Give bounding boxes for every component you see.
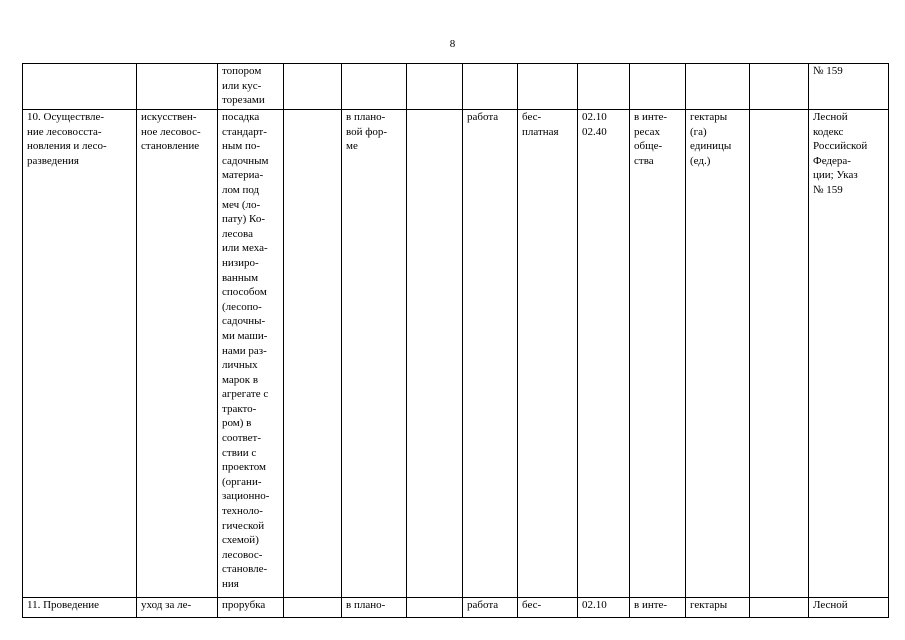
cell-text-line: техноло- xyxy=(222,505,263,518)
table-cell xyxy=(750,110,809,598)
cell-text-line: лесовос- xyxy=(222,548,263,561)
cell-text-line: лом под xyxy=(222,183,260,196)
table-cell xyxy=(342,64,407,110)
cell-text-line: тракто- xyxy=(222,402,257,415)
table-cell xyxy=(578,64,630,110)
cell-text-line: становле- xyxy=(222,563,268,576)
cell-text-line: ми маши- xyxy=(222,329,268,342)
cell-text-line: № 159 xyxy=(813,183,843,196)
cell-text-line: вой фор- xyxy=(346,125,388,138)
table-cell xyxy=(578,598,630,618)
cell-text-line: (органи- xyxy=(222,475,262,488)
cell-text-line: пату) Ко- xyxy=(222,213,266,226)
cell-text-line: единицы xyxy=(690,140,732,153)
cell-text-line: 11. Проведение xyxy=(27,599,100,611)
cell-text-line: ром) в xyxy=(222,417,252,430)
cell-text-line: или кус- xyxy=(222,79,262,92)
cell-text-line: ния xyxy=(222,578,239,590)
cell-text-line: низиро- xyxy=(222,256,259,269)
cell-text-line: топором xyxy=(222,65,262,77)
cell-text-line: ние лесовосста- xyxy=(27,125,102,138)
table-cell xyxy=(518,110,578,598)
cell-text-line: гической xyxy=(222,519,265,532)
table-cell xyxy=(23,110,137,598)
table-cell xyxy=(686,598,750,618)
table-cell xyxy=(218,598,284,618)
table-cell xyxy=(463,110,518,598)
table-cell xyxy=(218,64,284,110)
cell-text-line: торезами xyxy=(222,94,265,107)
table-row xyxy=(23,110,889,598)
cell-text-line: Российской xyxy=(813,140,868,153)
cell-text-line: стандарт- xyxy=(222,125,267,138)
cell-text-line: зационно- xyxy=(222,490,270,503)
cell-text-line: ции; Указ xyxy=(813,169,858,182)
cell-text-line: гектары xyxy=(690,599,728,611)
table-row xyxy=(23,64,889,110)
table-body xyxy=(23,64,889,618)
cell-text-line: работа xyxy=(467,111,499,123)
table-cell xyxy=(407,110,463,598)
cell-text-line: (лесопо- xyxy=(222,300,262,313)
cell-text-line: ства xyxy=(634,154,654,167)
cell-text-line: работа xyxy=(467,599,499,611)
table-cell xyxy=(578,110,630,598)
table-cell xyxy=(686,110,750,598)
cell-text-line: бес- xyxy=(522,111,542,123)
table-cell xyxy=(809,110,889,598)
cell-text-line: искусствен- xyxy=(141,111,197,123)
cell-text-line: в инте- xyxy=(634,111,668,123)
cell-text-line: проектом xyxy=(222,461,267,474)
cell-text-line: Федера- xyxy=(813,154,851,167)
cell-text-line: ресах xyxy=(634,125,661,138)
table-cell xyxy=(284,110,342,598)
table-cell xyxy=(284,64,342,110)
cell-text-line: бес- xyxy=(522,599,542,611)
cell-text-line: в плано- xyxy=(346,111,386,123)
table-cell xyxy=(463,64,518,110)
cell-text-line: садочны- xyxy=(222,315,266,328)
cell-text-line: ме xyxy=(346,140,358,153)
services-table xyxy=(22,63,889,618)
cell-text-line: № 159 xyxy=(813,65,843,77)
table-cell xyxy=(809,598,889,618)
table-cell xyxy=(23,598,137,618)
cell-text-line: в плано- xyxy=(346,599,386,611)
cell-text-line: лесова xyxy=(222,227,253,240)
cell-text-line: или меха- xyxy=(222,242,268,255)
table-cell xyxy=(809,64,889,110)
cell-text-line: кодекс xyxy=(813,125,844,138)
table-cell xyxy=(407,64,463,110)
cell-text-line: в инте- xyxy=(634,599,668,611)
cell-text-line: прорубка xyxy=(222,599,266,611)
cell-text-line: разведения xyxy=(27,154,79,167)
cell-text-line: 02.10 xyxy=(582,111,607,123)
table-cell xyxy=(630,64,686,110)
table-cell xyxy=(518,598,578,618)
cell-text-line: Лесной xyxy=(813,111,848,123)
cell-text-line: уход за ле- xyxy=(141,599,192,611)
table-cell xyxy=(750,598,809,618)
cell-text-line: схемой) xyxy=(222,534,259,547)
cell-text-line: 02.40 xyxy=(582,125,607,138)
cell-text-line: марок в xyxy=(222,373,259,386)
table-cell xyxy=(137,598,218,618)
cell-text-line: гектары xyxy=(690,111,728,123)
cell-text-line: Лесной xyxy=(813,599,848,611)
cell-text-line: 02.10 xyxy=(582,599,607,611)
cell-text-line: ванным xyxy=(222,271,259,284)
cell-text-line: способом xyxy=(222,286,267,299)
table-cell xyxy=(137,64,218,110)
table-cell xyxy=(750,64,809,110)
cell-text-line: соответ- xyxy=(222,432,262,445)
table-cell xyxy=(284,598,342,618)
cell-text-line: агрегате с xyxy=(222,388,269,401)
table-cell xyxy=(686,64,750,110)
table-cell xyxy=(342,110,407,598)
cell-text-line: ное лесовос- xyxy=(141,125,201,138)
table-cell xyxy=(23,64,137,110)
cell-text-line: 10. Осуществле- xyxy=(27,111,105,123)
cell-text-line: платная xyxy=(522,125,559,138)
cell-text-line: (га) xyxy=(690,125,707,138)
table-cell xyxy=(218,110,284,598)
table-cell xyxy=(342,598,407,618)
cell-text-line: садочным xyxy=(222,154,269,167)
table-cell xyxy=(407,598,463,618)
cell-text-line: обще- xyxy=(634,140,663,153)
table-row xyxy=(23,598,889,618)
page-number: 8 xyxy=(449,38,456,50)
cell-text-line: становление xyxy=(141,140,200,153)
table-cell xyxy=(518,64,578,110)
table-cell xyxy=(463,598,518,618)
cell-text-line: (ед.) xyxy=(690,154,711,167)
cell-text-line: ствии с xyxy=(222,446,257,459)
cell-text-line: личных xyxy=(222,359,258,372)
cell-text-line: нами раз- xyxy=(222,344,267,357)
cell-text-line: посадка xyxy=(222,111,260,123)
cell-text-line: новления и лесо- xyxy=(27,140,107,153)
cell-text-line: меч (ло- xyxy=(222,198,261,211)
table-cell xyxy=(630,110,686,598)
table-cell xyxy=(630,598,686,618)
cell-text-line: материа- xyxy=(222,169,264,182)
table-cell xyxy=(137,110,218,598)
cell-text-line: ным по- xyxy=(222,140,261,153)
